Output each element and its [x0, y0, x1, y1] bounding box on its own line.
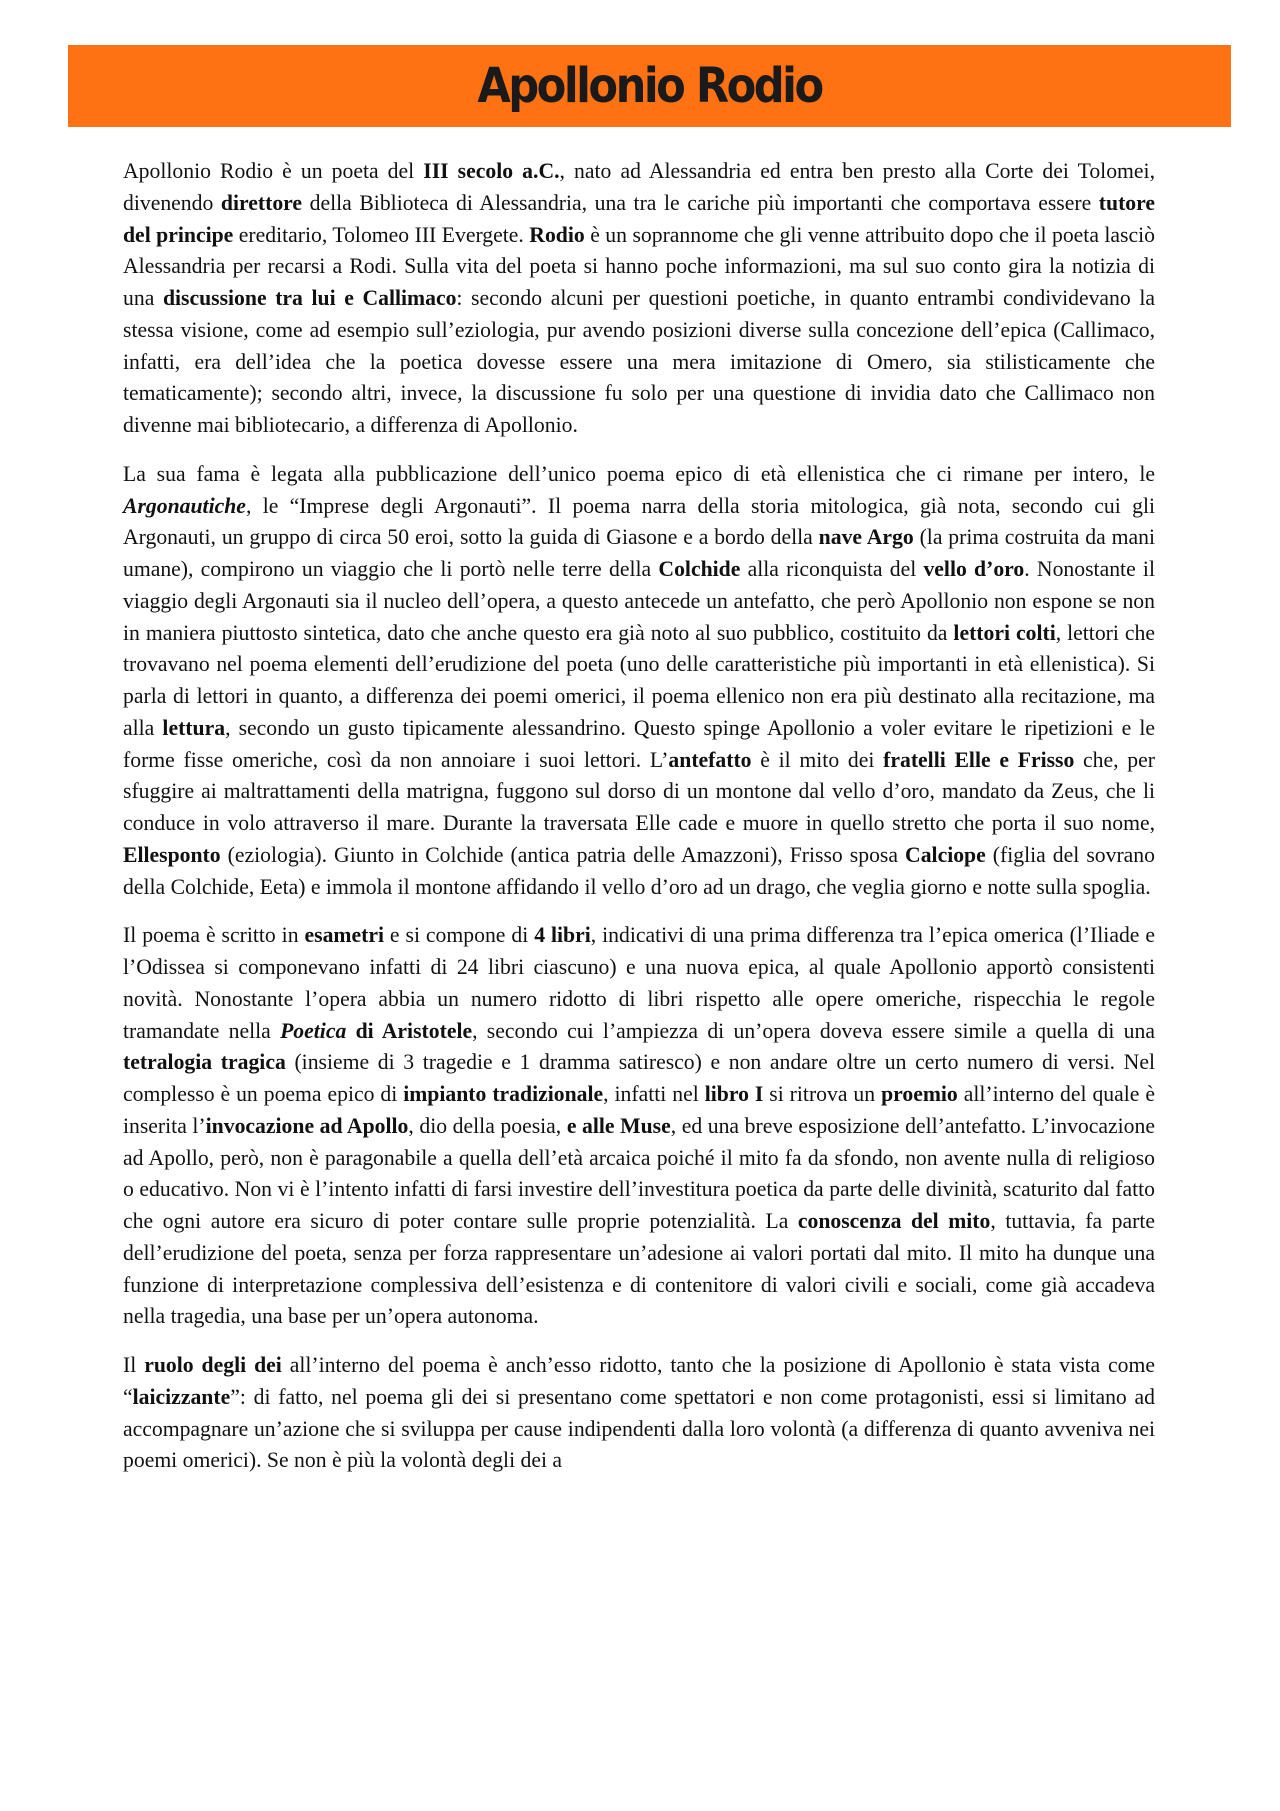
paragraph-text: alla riconquista del	[740, 557, 924, 581]
paragraph-text: ”: di fatto, nel poema gli dei si presentano come spettatori e non come protagonisti, essi si limitano ad accompagnare un’azione che si sviluppa per cause indipendenti dalla loro volontà (a differenza di quanto avveniva nei poemi omerici). Se non è più la volontà degli dei a	[123, 1384, 1155, 1473]
emphasis-bold-text: ruolo degli dei	[144, 1353, 282, 1377]
emphasis-bold-text: conoscenza del mito	[797, 1209, 991, 1233]
emphasis-italic-text: Argonautiche	[123, 493, 246, 518]
paragraph-text: Apollonio Rodio è un poeta del	[123, 159, 424, 183]
title-banner	[68, 45, 1231, 127]
emphasis-bold-text: lettori colti	[953, 620, 1056, 645]
emphasis-bold-text: proemio	[881, 1082, 958, 1106]
paragraph-text: , ed una breve esposizione dell’antefatto. L’invocazione ad Apollo, però, non è paragonabile a quella dell’età arcaica poiché il mito fa da sfondo, non avente nulla di religioso o educativo. Non vi è l’intento infatti di farsi investire dell’investitura poetica da parte delle divinità, scaturito dal fatto che ogni autore era sicuro di poter contare sulle proprie potenzialità. La	[123, 1113, 1155, 1233]
paragraph-text: ereditario, Tolomeo III Evergete.	[233, 222, 530, 247]
emphasis-bold-text: 4 libri	[534, 923, 591, 948]
paragraph-text: , dio della poesia,	[408, 1113, 567, 1138]
paragraph-text: che, per sfuggire ai maltrattamenti della matrigna, fuggono sul dorso di un montone dal vello d’oro, mandato da Zeus, che li conduce in volo attraverso il mare. Durante la traversata Elle cade e muore in quello stretto che porta il suo nome,	[123, 747, 1155, 835]
paragraph-text: all’interno del quale è inserita l’	[123, 1082, 1155, 1138]
paragraph-text: , nato ad Alessandria ed entra ben presto alla Corte dei Tolomei, divenendo	[123, 159, 1155, 215]
paragraph-text: Il	[123, 1353, 145, 1377]
paragraph-text: , tuttavia, fa parte dell’erudizione del poeta, senza per forza rappresentare un’adesione ai valori portati dal mito. Il mito ha dunque una funzione di interpretazione complessiva dell’esistenza e di contenitore di valori civili e sociali, come già accadeva nella tragedia, una base per un’opera autonoma.	[123, 1209, 1156, 1329]
paragraph-text: , le “Imprese degli Argonauti”. Il poema narra della storia mitologica, già nota, secondo cui gli Argonauti, un gruppo di circa 50 eroi, sotto la guida di Giasone e a bordo della	[123, 493, 1155, 550]
emphasis-bold-text: impianto tradizionale	[403, 1082, 604, 1106]
emphasis-bold-text: fratelli Elle e Frisso	[883, 747, 1075, 772]
paragraph-text: : secondo alcuni per questioni poetiche, in quanto entrambi condividevano la stessa visione, come ad esempio sull’eziologia, pur avendo posizioni diverse sulla concezione dell’epica (Callimaco, infatti, era dell’idea che la poetica dovesse essere una mera imitazione di Omero, sia stilisticamente che tematicamente); secondo altri, invece, la discussione fu solo per una questione di invidia dato che Callimaco non divenne mai bibliotecario, a differenza di Apollonio.	[123, 286, 1155, 437]
paragraph-text: all’interno del poema è anch’esso ridotto, tanto che la posizione di Apollonio è stata vista come “	[123, 1353, 1155, 1409]
paragraph-text: . Nonostante il viaggio degli Argonauti sia il nucleo dell’opera, a questo antecede un antefatto, che però Apollonio non espone se non in maniera piuttosto sintetica, dato che anche questo era già noto al suo pubblico, costituito da	[123, 557, 1155, 645]
paragraph-text: e si compone di	[383, 923, 535, 948]
emphasis-bold-text: esametri	[304, 923, 384, 948]
paragraph-text: è il mito dei	[751, 747, 884, 772]
emphasis-italic-text: Poetica	[280, 1018, 347, 1043]
paragraph-text: , secondo cui l’ampiezza di un’opera doveva essere simile a quella di una	[472, 1018, 1155, 1043]
emphasis-bold-text: lettura	[162, 715, 226, 740]
paragraph-1	[123, 156, 1155, 442]
paragraph-text: (insieme di 3 tragedie e 1 dramma satiresco) e non andare oltre un certo numero di versi. Nel complesso è un poema epico di	[123, 1050, 1155, 1106]
paragraph-text: (figlia del sovrano della Colchide, Eeta) e immola il montone affidando il vello d’oro ad un drago, che veglia giorno e notte sulla spoglia.	[123, 842, 1155, 899]
paragraph-text: , indicativi di una prima differenza tra l’epica omerica (l’Iliade e l’Odissea si componevano infatti di 24 libri ciascuno) e una nuova epica, al quale Apollonio apportò consistenti novità. Nonostante l’opera abbia un numero ridotto di libri rispetto alle opere omeriche, rispecchia le regole tramandate nella	[123, 923, 1155, 1043]
emphasis-bold-text: di Aristotele	[346, 1018, 473, 1043]
emphasis-bold-text: Calciope	[905, 842, 986, 867]
emphasis-bold-text: nave Argo	[818, 525, 914, 550]
paragraph-text: si ritrova un	[763, 1082, 882, 1106]
emphasis-bold-text: direttore	[220, 190, 303, 215]
emphasis-bold-text: Colchide	[658, 557, 741, 581]
emphasis-bold-text: III secolo a.C.	[423, 159, 560, 183]
emphasis-bold-text: e alle Muse	[566, 1113, 671, 1138]
body-text	[123, 156, 1155, 1494]
paragraph-4	[123, 1350, 1155, 1477]
emphasis-bold-text: tetralogia tragica	[123, 1050, 286, 1075]
paragraph-text: La sua fama è legata alla pubblicazione dell’unico poema epico di età ellenistica che ci rimane per intero, le	[123, 461, 1155, 486]
paragraph-text: , infatti nel	[603, 1082, 705, 1106]
emphasis-bold-text: libro I	[704, 1082, 764, 1106]
emphasis-bold-text: laicizzante	[132, 1384, 231, 1409]
paragraph-text: della Biblioteca di Alessandria, una tra le cariche più importanti che comportava essere	[302, 190, 1099, 215]
paragraph-2	[123, 459, 1155, 904]
paragraph-text: Il poema è scritto in	[123, 923, 305, 948]
emphasis-bold-text: vello d’oro	[923, 557, 1025, 581]
paragraph-text: , lettori che trovavano nel poema elementi dell’erudizione del poeta (uno delle caratteristiche più importanti in età ellenistica). Si parla di lettori in quanto, a differenza dei poemi omerici, il poema ellenico non era più destinato alla recitazione, ma alla	[123, 620, 1156, 740]
emphasis-bold-text: tutore del principe	[123, 190, 1155, 247]
paragraph-text: (eziologia). Giunto in Colchide (antica patria delle Amazzoni), Frisso sposa	[220, 842, 906, 867]
emphasis-bold-text: invocazione ad Apollo	[205, 1113, 409, 1138]
emphasis-bold-text: Rodio	[529, 222, 585, 247]
emphasis-bold-text: discussione tra lui e Callimaco	[162, 286, 457, 310]
page-title: Apollonio Rodio	[477, 58, 822, 114]
paragraph-text: è un soprannome che gli venne attribuito dopo che il poeta lasciò Alessandria per recarsi a Rodi. Sulla vita del poeta si hanno poche informazioni, ma sul suo conto gira la notizia di una	[123, 222, 1155, 310]
paragraph-text: , secondo un gusto tipicamente alessandrino. Questo spinge Apollonio a voler evitare le ripetizioni e le forme fisse omeriche, così da non annoiare i suoi lettori. L’	[123, 715, 1155, 772]
emphasis-bold-text: antefatto	[668, 747, 752, 772]
paragraph-text: (la prima costruita da mani umane), compirono un viaggio che li portò nelle terre della	[123, 525, 1155, 581]
emphasis-bold-text: Ellesponto	[123, 842, 221, 867]
paragraph-3	[123, 920, 1155, 1333]
